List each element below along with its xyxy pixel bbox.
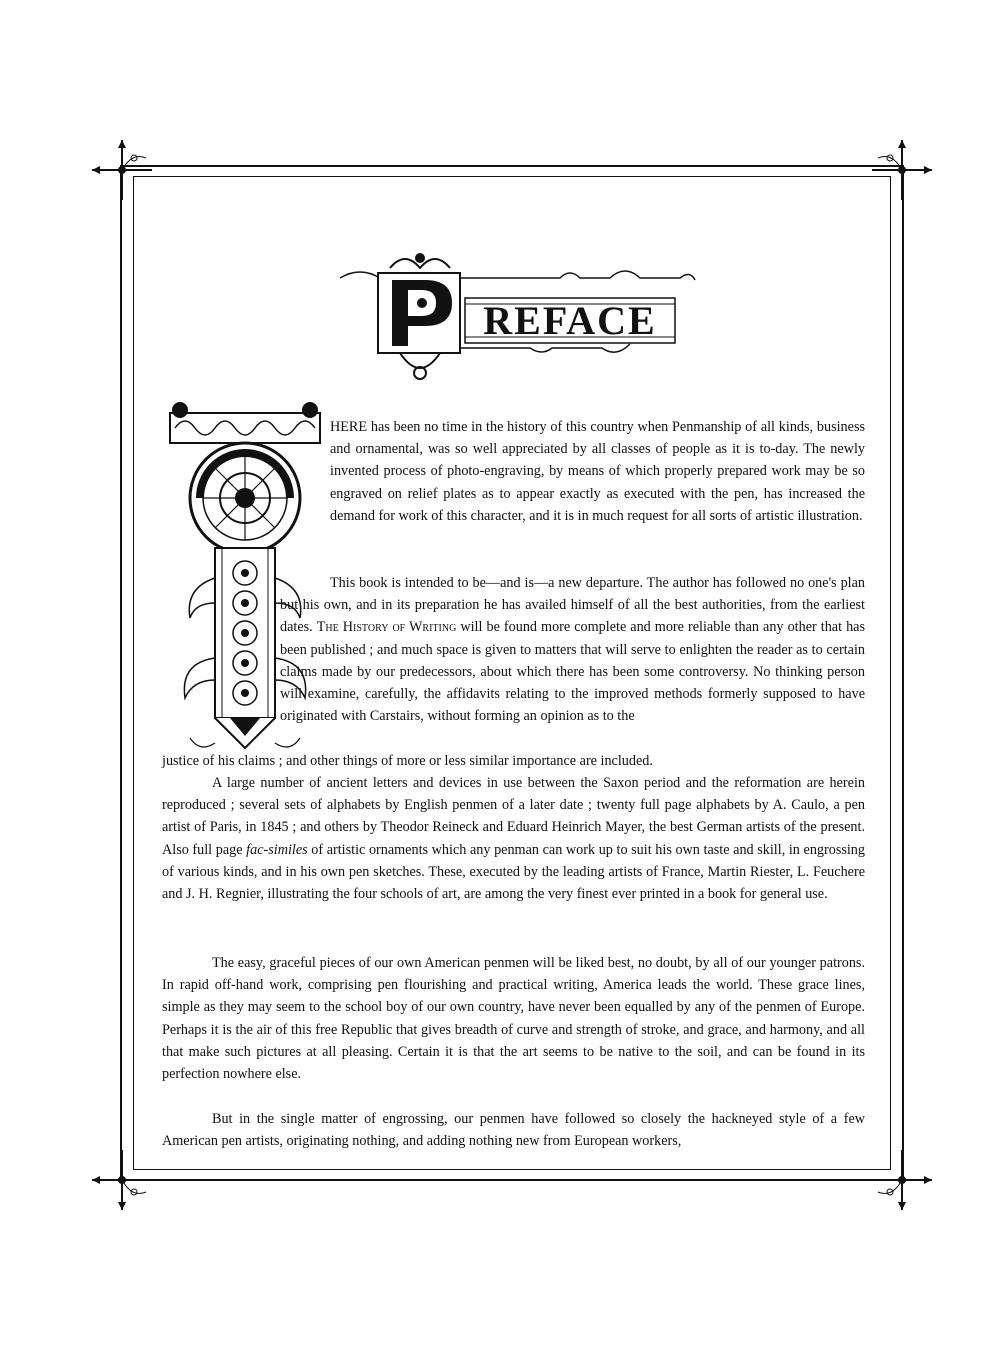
svg-text:REFACE: REFACE <box>483 298 657 343</box>
fac-similes-italic: fac-similes <box>246 841 308 858</box>
paragraph-american-penmen-text: The easy, graceful pieces of our own American penmen will be liked best, no doubt, by all of our younger patrons. In rapid off-hand work, comprising pen flourishing and practical writing, America leads the world. These grace lines, simple as they may seem to the school boy of our own country, have never been equalled by any of the penmen of Europe. Perhaps it is the air of this free Republic that gives breadth of curve and strength of stroke, and grace, and harmony, and all that make such pictures at all pleasing. Certain it is that the art seems to be native to the soil, and can be found in its perfection nowhere else. <box>162 955 865 1083</box>
book-title-history-of-writing: The History of Writing <box>316 619 457 636</box>
paragraph-american-penmen <box>162 952 865 1085</box>
paragraph-departure-start: This book is intended to be—and is—a new departure. The author has followed no one's plan but his own, and in its preparation he has availed himself of all the best authorities, from the earliest dates. <box>280 575 865 636</box>
paragraph-engrossing <box>162 1108 865 1152</box>
paragraph-ancient-letters-start: A large number of ancient letters and devices in use between the Saxon period and the reformation are herein reproduced ; several sets of alphabets by English penmen of a later date ; twenty full page alphabets by A. Caulo, a pen artist of Paris, in 1845 ; and others by Theodor Reineck and Eduard Heinrich Mayer, the best German artists of the present. Also full page <box>162 775 865 858</box>
corner-ornament-top-right <box>872 140 932 200</box>
paragraph-intro <box>330 416 865 527</box>
paragraph-departure-end-text: justice of his claims ; and other things of more or less similar importance are included. <box>162 753 653 769</box>
title-preface-ornament <box>330 248 700 388</box>
corner-ornament-bottom-left <box>92 1150 152 1210</box>
paragraph-departure-end <box>162 750 865 772</box>
paragraph-intro-text: HERE has been no time in the history of this country when Penmanship of all kinds, business and ornamental, was so well appreciated by all classes of people as it is to-day. The newly invented process of photo-engraving, by means of which properly prepared work may be so engraved on relief plates as to appear exactly as executed with the pen, has increased the demand for work of this character, and it is in much request for all sorts of artistic illustration. <box>330 419 865 524</box>
paragraph-engrossing-text: But in the single matter of engrossing, our penmen have followed so closely the hackneyed style of a few American pen artists, originating nothing, and adding nothing new from European workers, <box>162 1111 865 1150</box>
paragraph-ancient-letters <box>162 772 865 905</box>
paragraph-departure-middle: will be found more complete and more reliable than any other that has been published ; and much space is given to matters that will serve to enlighten the reader as to certain claims made by our predecessors, about which there has been some controversy. No thinking person will examine, carefully, the affidavits relating to the improved methods formerly supposed to have originated with Carstairs, without forming an opinion as to the <box>280 619 865 725</box>
corner-ornament-top-left <box>92 140 152 200</box>
paragraph-departure <box>280 572 865 727</box>
corner-ornament-bottom-right <box>872 1150 932 1210</box>
paragraph-ancient-letters-end: of artistic ornaments which any penman can work up to suit his own taste and skill, in engrossing of various kinds, and in his own pen sketches. These, executed by the leading artists of France, Martin Riester, L. Feuchere and J. H. Regnier, illustrating the four schools of art, are among the very finest ever printed in a book for general use. <box>162 841 865 903</box>
